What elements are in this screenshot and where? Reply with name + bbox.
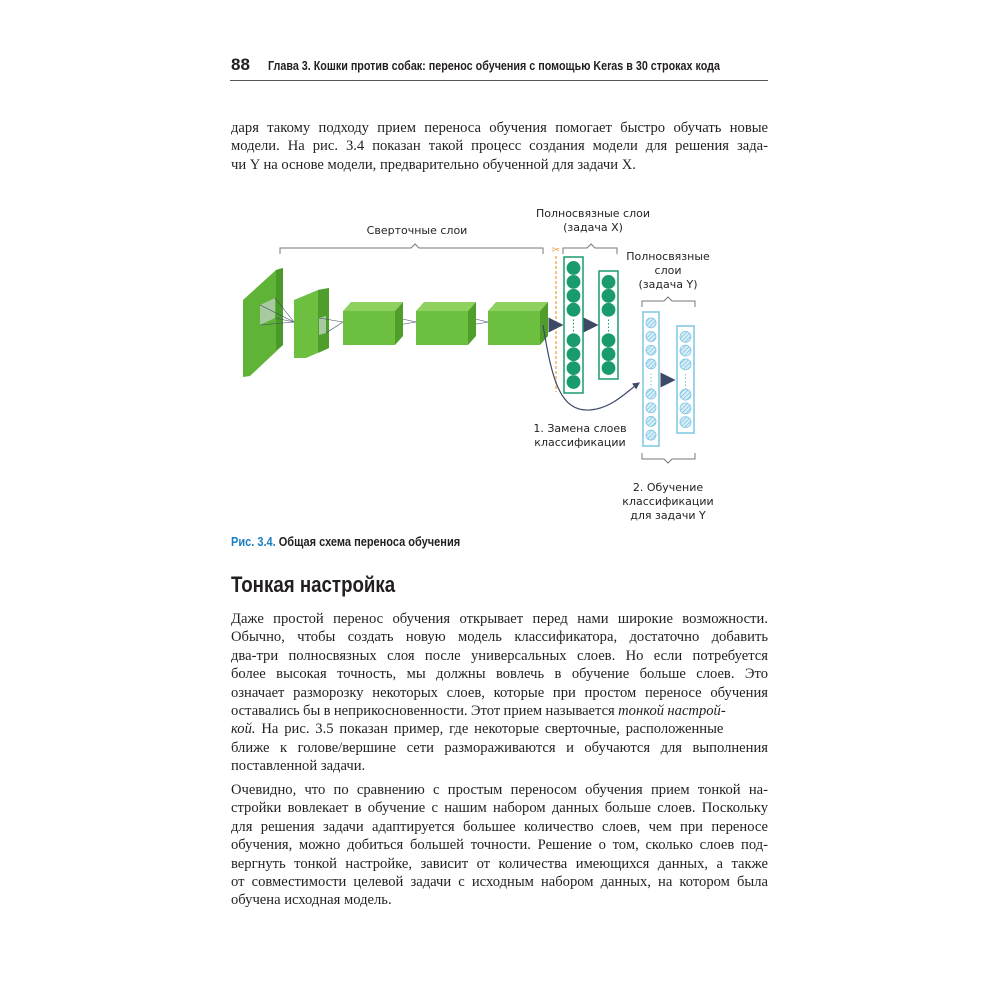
text-line <box>231 720 768 738</box>
text-line: модели. На рис. 3.4 показан такой процесс создания модели для решения зада- <box>231 138 768 155</box>
conv-layers-label: Сверточные слои <box>366 224 468 237</box>
replace-arrow <box>543 325 639 410</box>
text-line: для решения задачи адаптируется большее количество слоев, чем при переносе <box>231 818 768 835</box>
neuron <box>567 334 580 347</box>
term: тонкой настрой- <box>618 702 726 719</box>
caption-number: Рис. 3.4. <box>231 535 276 549</box>
fc-y-label: Полносвязные <box>626 250 710 263</box>
conv-layer-2 <box>294 288 329 358</box>
fc-x-label: (задача X) <box>563 221 623 234</box>
neuron <box>567 376 580 389</box>
input-layer <box>243 268 283 377</box>
text-line: стройки вовлекает в обучение с нашим набором данных больше слоев. Поскольку <box>231 800 768 817</box>
neuron <box>646 318 656 328</box>
text-line: два-три полносвязных слоя после универсальных слоев. Но если потребуется <box>231 647 768 664</box>
scissors-icon: ✂ <box>551 245 561 256</box>
term: кой. <box>231 721 256 738</box>
figure-caption <box>231 535 460 549</box>
fc-y-bottom-bracket <box>642 453 695 463</box>
neuron <box>602 303 615 316</box>
step1-label: 1. Замена слоев <box>533 422 627 435</box>
text-line: поставленной задачи. <box>231 758 366 775</box>
neuron <box>602 362 615 375</box>
text-line: обучения, можно добиться большей точности. Решение о том, сколько слоев под- <box>231 837 768 854</box>
conv-bracket <box>280 244 543 254</box>
neuron <box>646 332 656 342</box>
neuron <box>680 417 691 428</box>
text-line: чи Y на основе модели, предварительно обученной для задачи X. <box>231 156 636 173</box>
text-line: даря такому подходу прием переноса обучения помогает быстро обучать новые <box>231 120 768 136</box>
neuron <box>646 389 656 399</box>
fc-x-label: Полносвязные слои <box>535 207 651 220</box>
paragraph <box>231 781 768 910</box>
neuron <box>646 430 656 440</box>
text-line: обучена исходная модель. <box>231 892 392 909</box>
neuron <box>646 403 656 413</box>
neuron <box>602 334 615 347</box>
neuron <box>567 303 580 316</box>
running-header: Глава 3. Кошки против собак: перенос обучения с помощью Keras в 30 строках кода <box>268 59 720 73</box>
step2-label: 2. Обучение <box>632 481 704 494</box>
neuron <box>567 261 580 274</box>
section-heading: Тонкая настройка <box>231 572 396 597</box>
fc-y-label: (задача Y) <box>638 278 698 291</box>
neuron <box>567 348 580 361</box>
fc-x-bracket <box>563 244 617 254</box>
neuron <box>602 275 615 288</box>
neuron <box>680 403 691 414</box>
step2-label: для задачи Y <box>630 509 706 522</box>
step2-label: классификации <box>622 495 714 508</box>
caption-text: Общая схема переноса обучения <box>278 535 461 549</box>
text: На рис. 3.5 показан пример, где некоторые сверточные, расположенные <box>255 721 724 738</box>
text-line <box>231 702 768 720</box>
text: оставались бы в неприкосновенности. Этот прием называется <box>231 702 619 719</box>
fc-y-layer-1 <box>643 312 659 446</box>
conv-block <box>343 302 403 345</box>
neuron <box>567 362 580 375</box>
fc-y-label: слои <box>654 264 682 277</box>
paragraph <box>231 610 768 776</box>
neuron <box>680 331 691 342</box>
text-line: Даже простой перенос обучения открывает перед нами широкие возможности. <box>231 611 768 627</box>
text-line: от совместимости целевой задачи с исходным набором данных, на котором была <box>231 873 768 890</box>
page-number: 88 <box>231 55 250 74</box>
neuron <box>680 389 691 400</box>
text-line: вергнуть тонкой настройке, зависит от количества имеющихся данных, а также <box>231 855 768 872</box>
text-line: означает разморозку некоторых слоев, которые при простом переносе обучения <box>231 684 768 701</box>
fc-x-layer-2 <box>599 271 618 379</box>
neuron <box>646 416 656 426</box>
conv-block <box>416 302 476 345</box>
neuron <box>567 275 580 288</box>
text-line: Обычно, чтобы создать новую модель классификатора, достаточно добавить <box>231 629 768 646</box>
fc-x-layer-1 <box>564 257 583 393</box>
step1-label: классификации <box>534 436 626 449</box>
neuron <box>646 359 656 369</box>
neuron <box>680 359 691 370</box>
conv-block <box>488 302 548 345</box>
text-line: Очевидно, что по сравнению с простым переносом обучения прием тонкой на- <box>231 782 768 798</box>
neuron <box>646 345 656 355</box>
neuron <box>602 348 615 361</box>
neuron <box>680 345 691 356</box>
neuron <box>602 289 615 302</box>
text-line: ближе к голове/вершине сети размораживаются и обучаются для выполнения <box>231 739 768 756</box>
fc-y-bracket <box>642 297 695 307</box>
text-line: более высокая точность, мы должны вовлечь в обучение больше слоев. Это <box>231 666 768 683</box>
neuron <box>567 289 580 302</box>
fc-y-layer-2 <box>677 326 694 433</box>
